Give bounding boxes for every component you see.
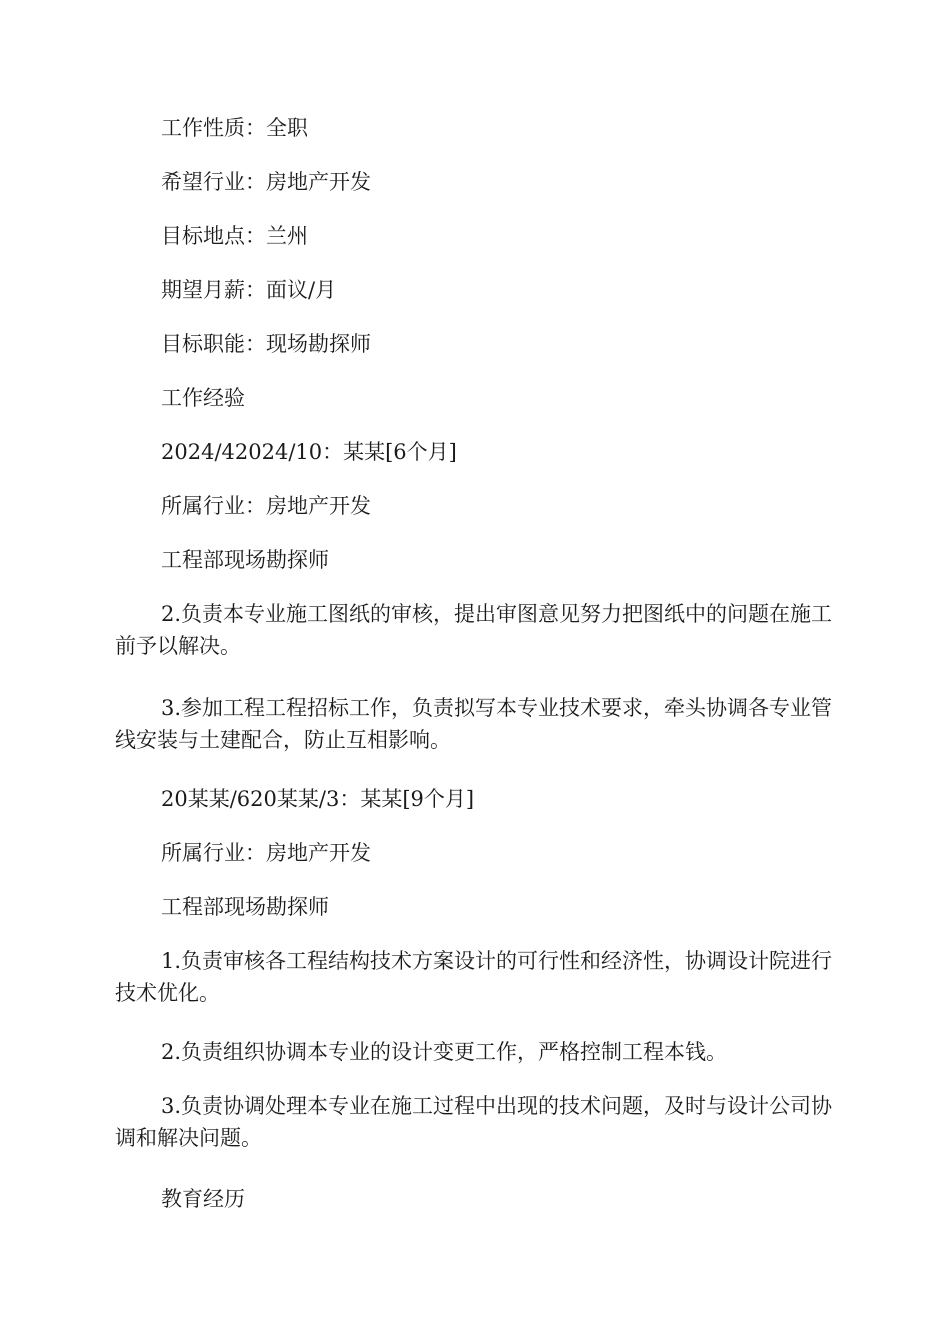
job-industry-1: 所属行业：房地产开发 [161, 494, 371, 518]
section-heading-experience: 工作经验 [161, 386, 245, 410]
job-duty-2-1: 1.负责审核各工程结构技术方案设计的可行性和经济性，协调设计院进行技术优化。 [115, 949, 833, 1005]
function-line: 目标职能：现场勘探师 [161, 332, 371, 356]
job-type-line: 工作性质：全职 [161, 116, 308, 140]
job-title-2: 工程部现场勘探师 [161, 895, 329, 919]
job-duty-1-3: 3.参加工程工程招标工作，负责拟写本专业技术要求，牵头协调各专业管线安装与土建配合，防止互相影响。 [115, 696, 833, 752]
salary-line: 期望月薪：面议/月 [161, 278, 337, 302]
job-title-1: 工程部现场勘探师 [161, 548, 329, 572]
job-duty-2-2: 2.负责组织协调本专业的设计变更工作，严格控制工程本钱。 [161, 1040, 728, 1064]
location-line: 目标地点：兰州 [161, 224, 308, 248]
job-duty-2-3: 3.负责协调处理本专业在施工过程中出现的技术问题，及时与设计公司协调和解决问题。 [115, 1094, 833, 1150]
section-heading-education: 教育经历 [161, 1187, 245, 1211]
job-period-2: 20某某/620某某/3：某某[9个月] [161, 787, 475, 811]
job-period-1: 2024/42024/10：某某[6个月] [161, 440, 457, 464]
job-industry-2: 所属行业：房地产开发 [161, 841, 371, 865]
job-duty-1-2: 2.负责本专业施工图纸的审核，提出审图意见努力把图纸中的问题在施工前予以解决。 [115, 602, 833, 658]
industry-line: 希望行业：房地产开发 [161, 170, 371, 194]
